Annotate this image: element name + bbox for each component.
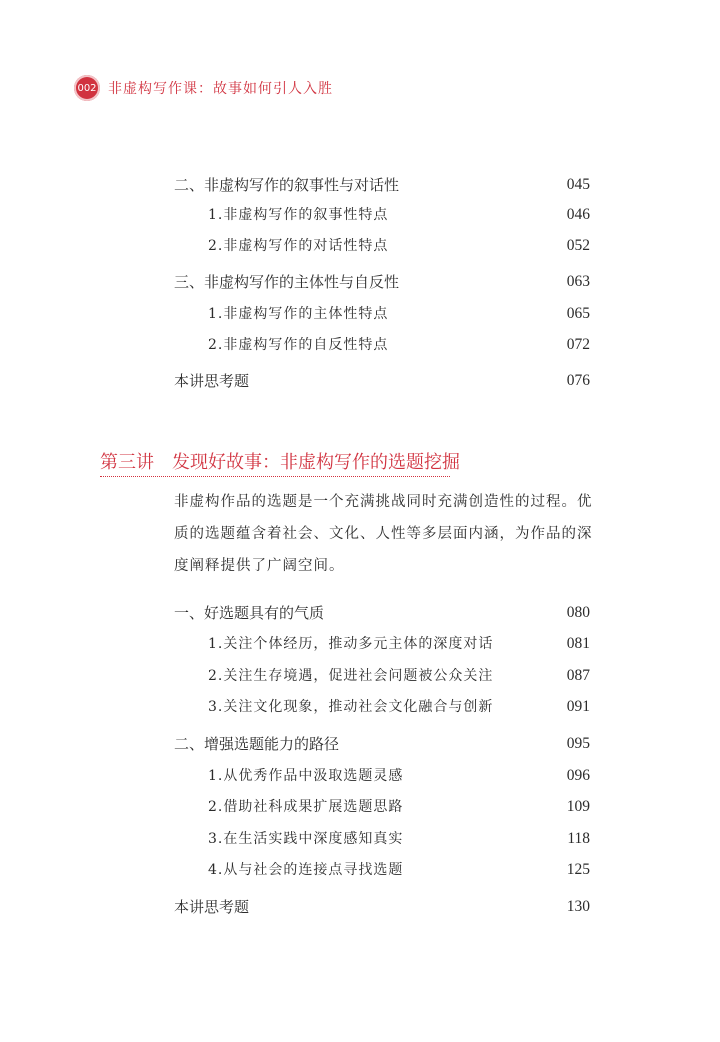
toc-entry-page: 080 <box>566 604 590 621</box>
toc-entry-label: 三、非虚构写作的主体性与自反性 <box>174 273 400 291</box>
toc-entry[interactable] <box>0 173 720 197</box>
toc-entry-page: 109 <box>566 798 590 815</box>
toc-entry-page: 095 <box>566 735 590 752</box>
toc-entry[interactable] <box>0 764 720 788</box>
toc-entry-label: 3.关注文化现象，推动社会文化融合与创新 <box>208 699 494 715</box>
toc-entry-label: 二、非虚构写作的叙事性与对话性 <box>174 176 400 194</box>
toc-entry-page: 052 <box>566 237 590 254</box>
toc-entry-page: 072 <box>566 336 590 353</box>
toc-entry-label: 1.从优秀作品中汲取选题灵感 <box>208 768 404 784</box>
chapter-heading <box>100 446 460 480</box>
toc-entry[interactable] <box>0 795 720 819</box>
toc-entry-page: 096 <box>566 767 590 784</box>
toc-entry[interactable] <box>0 895 720 919</box>
running-header <box>74 74 333 102</box>
intro-line: 度阐释提供了广阔空间。 <box>174 558 345 574</box>
toc-entry-label: 本讲思考题 <box>174 372 250 390</box>
intro-line: 非虚构作品的选题是一个充满挑战同时充满创造性的过程。优 <box>174 494 593 510</box>
toc-entry[interactable] <box>0 664 720 688</box>
toc-entry-label: 1.关注个体经历，推动多元主体的深度对话 <box>208 636 494 652</box>
toc-entry-label: 本讲思考题 <box>174 898 250 916</box>
toc-entry[interactable] <box>0 369 720 393</box>
toc-entry-page: 118 <box>567 830 590 847</box>
toc-entry-page: 081 <box>566 635 590 652</box>
toc-entry[interactable] <box>0 234 720 258</box>
toc-entry-page: 130 <box>566 898 590 915</box>
toc-entry-label: 4.从与社会的连接点寻找选题 <box>208 862 404 878</box>
toc-entry[interactable] <box>0 270 720 294</box>
chapter-divider <box>100 476 450 477</box>
toc-entry[interactable] <box>0 827 720 851</box>
toc-entry-label: 一、好选题具有的气质 <box>174 604 325 622</box>
toc-entry-label: 2.非虚构写作的自反性特点 <box>208 337 389 353</box>
toc-entry-label: 2.非虚构写作的对话性特点 <box>208 238 389 254</box>
toc-entry-label: 3.在生活实践中深度感知真实 <box>208 831 404 847</box>
toc-entry-page: 091 <box>566 698 590 715</box>
toc-entry[interactable] <box>0 302 720 326</box>
toc-entry-label: 2.借助社科成果扩展选题思路 <box>208 799 404 815</box>
toc-entry-label: 2.关注生存境遇，促进社会问题被公众关注 <box>208 668 494 684</box>
toc-entry-page: 076 <box>566 372 590 389</box>
toc-entry[interactable] <box>0 858 720 882</box>
toc-entry[interactable] <box>0 601 720 625</box>
toc-entry-page: 046 <box>566 206 590 223</box>
toc-entry[interactable] <box>0 695 720 719</box>
chapter-title: 第三讲 发现好故事：非虚构写作的选题挖掘 <box>100 452 460 473</box>
book-title: 非虚构写作课：故事如何引人入胜 <box>108 81 333 97</box>
toc-entry-label: 1.非虚构写作的叙事性特点 <box>208 207 389 223</box>
toc-entry[interactable] <box>0 333 720 357</box>
toc-entry-page: 045 <box>566 176 590 193</box>
toc-entry[interactable] <box>0 632 720 656</box>
toc-entry-page: 065 <box>566 305 590 322</box>
toc-entry-page: 087 <box>566 667 590 684</box>
toc-entry-page: 063 <box>566 273 590 290</box>
intro-line: 质的选题蕴含着社会、文化、人性等多层面内涵，为作品的深 <box>174 526 593 542</box>
page-number-badge: 002 <box>74 75 100 101</box>
toc-entry-label: 二、增强选题能力的路径 <box>174 735 340 753</box>
toc-entry-page: 125 <box>566 861 590 878</box>
toc-entry[interactable] <box>0 732 720 756</box>
chapter-intro <box>174 486 614 582</box>
toc-entry-label: 1.非虚构写作的主体性特点 <box>208 306 389 322</box>
toc-entry[interactable] <box>0 203 720 227</box>
